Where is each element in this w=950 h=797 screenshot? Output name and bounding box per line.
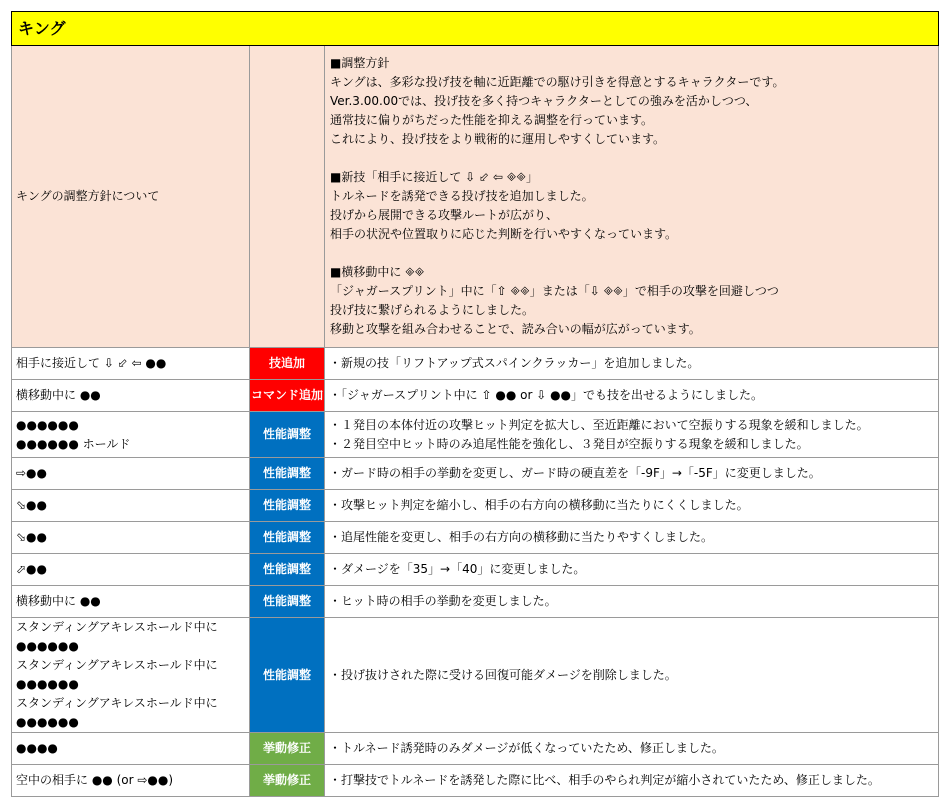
change-description xyxy=(325,733,939,765)
description-line: ・ダメージを「35」→「40」に変更しました。 xyxy=(329,562,586,576)
command-cell xyxy=(12,522,250,554)
change-type-badge: 挙動修正 xyxy=(250,733,325,765)
command-text: ●●●● xyxy=(16,741,58,755)
description-line: ・２発目空中ヒット時のみ追尾性能を強化し、３発目が空振りする現象を緩和しました。 xyxy=(329,436,809,451)
intro-line: 「ジャガースプリント」中に「⇧ 🞜🞜」または「⇩ 🞜🞜」で相手の攻撃を回避しつつ xyxy=(330,284,779,298)
change-row xyxy=(12,618,939,733)
change-description xyxy=(325,490,939,522)
intro-line: これにより、投げ技をより戦術的に運用しやすくしています。 xyxy=(330,132,666,146)
change-description xyxy=(325,348,939,380)
paragraph-gap xyxy=(330,149,933,168)
change-type-badge: 性能調整 xyxy=(250,554,325,586)
command-cell xyxy=(12,554,250,586)
command-cell xyxy=(12,380,250,412)
change-type-badge: 性能調整 xyxy=(250,522,325,554)
change-type-badge: 性能調整 xyxy=(250,458,325,490)
intro-line: キングは、多彩な投げ技を軸に近距離での駆け引きを得意とするキャラクターです。 xyxy=(330,75,785,89)
change-row xyxy=(12,733,939,765)
command-text: スタンディングアキレスホールド中に ●●●●●● xyxy=(16,658,218,691)
command-text: 横移動中に ●● xyxy=(16,388,101,402)
description-line: ・投げ抜けされた際に受ける回復可能ダメージを削除しました。 xyxy=(329,667,677,682)
change-description xyxy=(325,586,939,618)
change-description xyxy=(325,458,939,490)
command-text: ●●●●●● xyxy=(16,417,79,432)
command-cell xyxy=(12,348,250,380)
change-row xyxy=(12,348,939,380)
command-text: スタンディングアキレスホールド中に ●●●●●● xyxy=(16,620,218,653)
command-cell xyxy=(12,733,250,765)
patch-notes-sheet xyxy=(11,11,938,797)
command-text: ⬂●● xyxy=(16,498,47,512)
change-type-badge: 性能調整 xyxy=(250,490,325,522)
change-type-badge: 性能調整 xyxy=(250,618,325,733)
command-text: ⬂●● xyxy=(16,530,47,544)
intro-line: ■調整方針 xyxy=(330,56,390,70)
change-rows xyxy=(12,348,939,797)
command-cell xyxy=(12,586,250,618)
description-line: ・「ジャガースプリント中に ⇧ ●● or ⇩ ●●」でも技を出せるようにしました。 xyxy=(329,388,764,402)
change-type-badge: 挙動修正 xyxy=(250,765,325,797)
intro-line: 相手の状況や位置取りに応じた判断を行いやすくなっています。 xyxy=(330,227,678,241)
description-line: ・攻撃ヒット判定を縮小し、相手の右方向の横移動に当たりにくくしました。 xyxy=(329,498,749,512)
character-title: キング xyxy=(12,12,939,46)
description-line: ・１発目の本体付近の攻撃ヒット判定を拡大し、至近距離において空振りする現象を緩和しました。 xyxy=(329,417,869,432)
patch-table xyxy=(11,11,939,797)
command-text: 空中の相手に ●● (or ⇨●●) xyxy=(16,773,174,787)
change-row xyxy=(12,412,939,458)
change-description xyxy=(325,554,939,586)
command-text: ⇨●● xyxy=(16,466,47,480)
intro-label: キングの調整方針について xyxy=(12,46,250,348)
intro-line: ■横移動中に 🞜🞜 xyxy=(330,265,425,279)
intro-line: 投げ技に繋げられるようにしました。 xyxy=(330,303,535,317)
command-cell xyxy=(12,490,250,522)
command-cell xyxy=(12,765,250,797)
change-type-badge: 性能調整 xyxy=(250,586,325,618)
intro-line: Ver.3.00.00では、投げ技を多く持つキャラクターとしての強みを活かしつつ、 xyxy=(330,94,758,108)
command-text: ⬀●● xyxy=(16,562,47,576)
intro-line: ■新技「相手に接近して ⇩ ⬃ ⇦ 🞜🞜」 xyxy=(330,170,538,184)
description-line: ・打撃技でトルネードを誘発した際に比べ、相手のやられ判定が縮小されていたため、修正しました。 xyxy=(329,773,880,787)
command-cell xyxy=(12,412,250,458)
intro-line: 投げから展開できる攻撃ルートが広がり、 xyxy=(330,208,559,222)
change-row xyxy=(12,554,939,586)
change-row xyxy=(12,586,939,618)
change-row xyxy=(12,380,939,412)
command-cell xyxy=(12,458,250,490)
change-description xyxy=(325,618,939,733)
change-description xyxy=(325,522,939,554)
command-text: スタンディングアキレスホールド中に ●●●●●● xyxy=(16,696,218,729)
change-type-badge: 性能調整 xyxy=(250,412,325,458)
command-cell xyxy=(12,618,250,733)
change-row xyxy=(12,490,939,522)
intro-line: 移動と攻撃を組み合わせることで、読み合いの幅が広がっています。 xyxy=(330,322,701,336)
command-text: 横移動中に ●● xyxy=(16,594,101,608)
change-description xyxy=(325,765,939,797)
intro-line: トルネードを誘発できる投げ技を追加しました。 xyxy=(330,189,594,203)
description-line: ・新規の技「リフトアップ式スパインクラッカー」を追加しました。 xyxy=(329,356,700,370)
change-type-badge: 技追加 xyxy=(250,348,325,380)
change-row xyxy=(12,522,939,554)
paragraph-gap xyxy=(330,244,933,263)
change-type-badge: コマンド追加 xyxy=(250,380,325,412)
description-line: ・追尾性能を変更し、相手の右方向の横移動に当たりやすくしました。 xyxy=(329,530,714,544)
command-text: 相手に接近して ⇩ ⬃ ⇦ ●● xyxy=(16,356,167,370)
description-line: ・トルネード誘発時のみダメージが低くなっていたため、修正しました。 xyxy=(329,741,724,755)
intro-line: 通常技に偏りがちだった性能を抑える調整を行っています。 xyxy=(330,113,654,127)
change-description xyxy=(325,412,939,458)
command-text: ●●●●●● ホールド xyxy=(16,436,131,451)
intro-empty-cell xyxy=(250,46,325,348)
intro-description xyxy=(325,46,939,348)
change-row xyxy=(12,765,939,797)
change-description xyxy=(325,380,939,412)
change-row xyxy=(12,458,939,490)
description-line: ・ヒット時の相手の挙動を変更しました。 xyxy=(329,594,557,608)
description-line: ・ガード時の相手の挙動を変更し、ガード時の硬直差を「-9F」→「-5F」に変更しました。 xyxy=(329,466,821,480)
